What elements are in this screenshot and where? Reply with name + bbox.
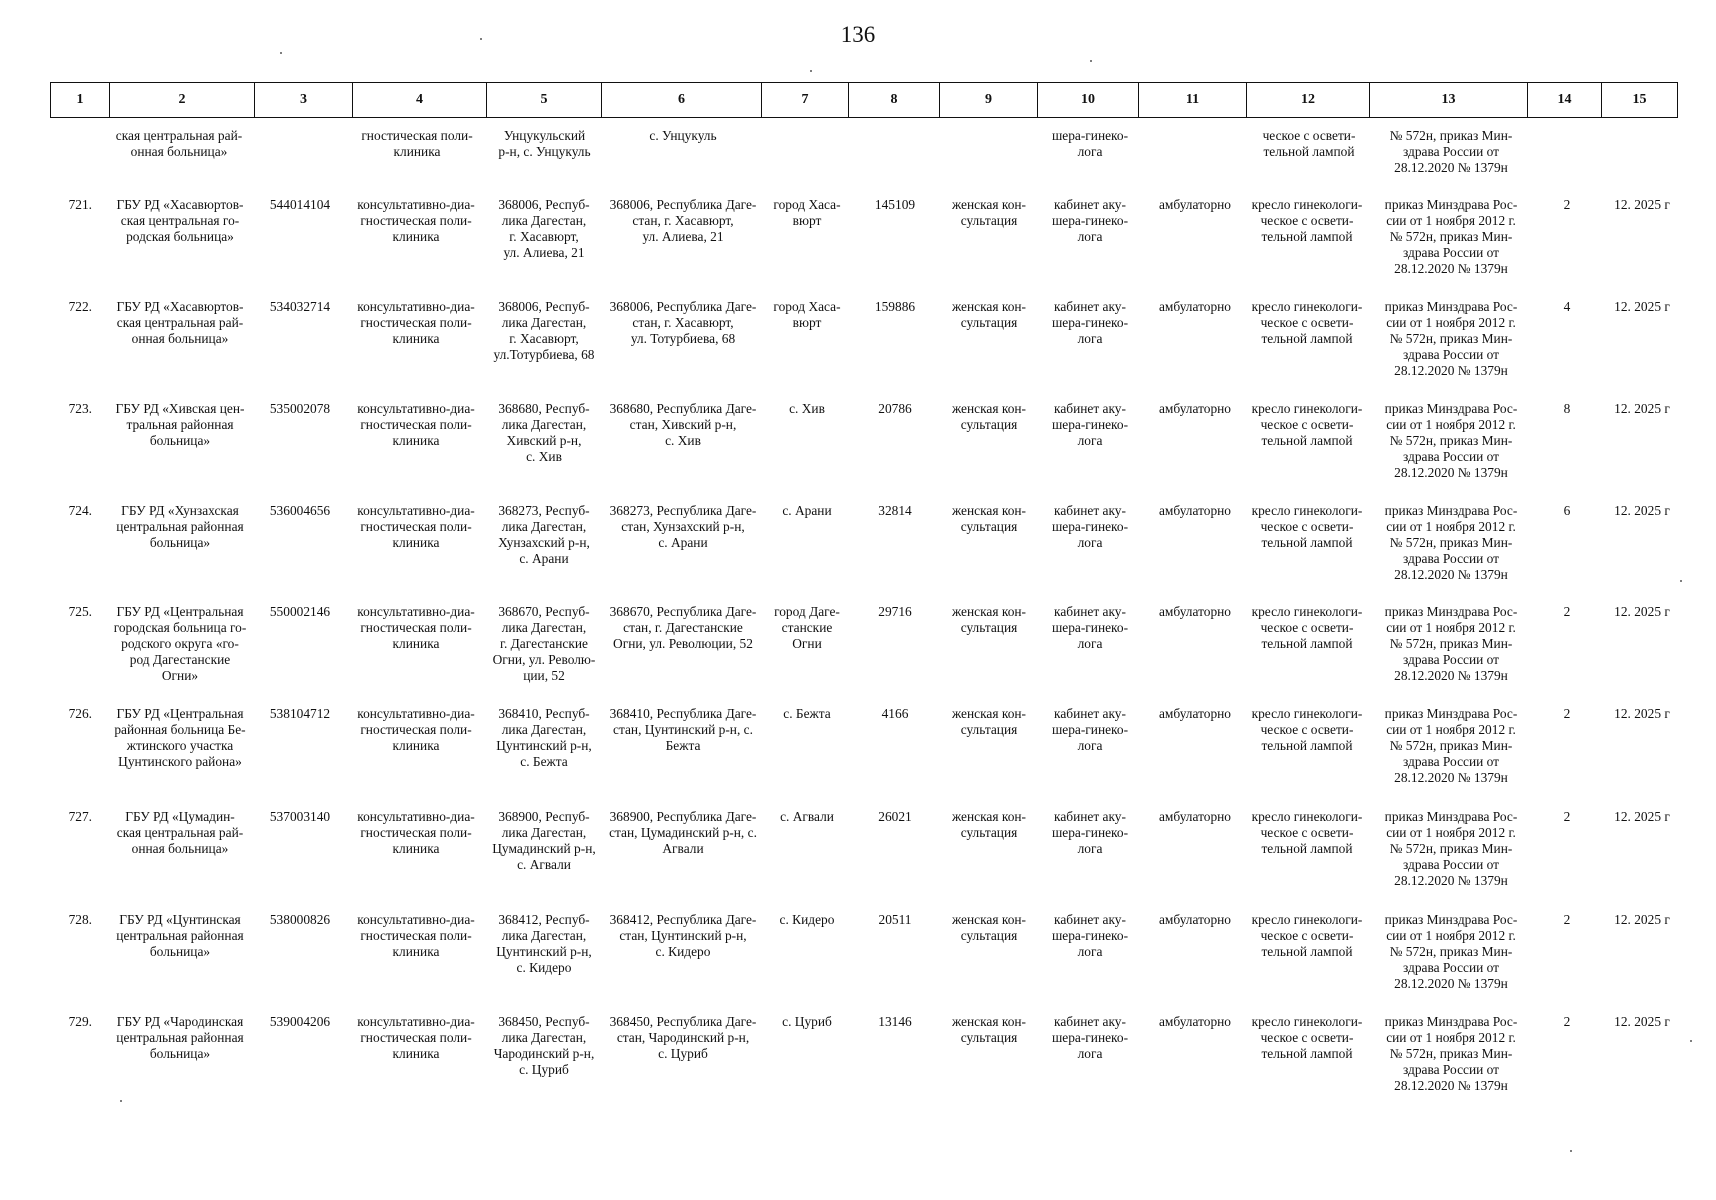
population: 32814: [878, 503, 912, 518]
row-number: 727.: [68, 809, 92, 824]
care-mode: амбулаторно: [1158, 706, 1232, 721]
postal-address: 368670, Респуб- лика Дагестан, г. Дагестанские Огни, ул. Револю- ции, 52: [492, 604, 596, 683]
full-address: 368412, Республика Даге- стан, Цунтинский р-н, с. Кидеро: [609, 912, 757, 959]
column-number: 4: [353, 83, 487, 118]
full-address: 368006, Республика Даге- стан, г. Хасавюрт, ул. Тотурбиева, 68: [609, 299, 757, 346]
room-type: кабинет аку- шера-гинеко- лога: [1051, 197, 1129, 244]
row-number: 728.: [68, 912, 92, 927]
care-mode: амбулаторно: [1158, 197, 1232, 212]
department: женская кон- сультация: [951, 706, 1027, 737]
quantity: 4: [1563, 299, 1571, 314]
equipment: кресло гинекологи- ческое с освети- тельной лампой: [1251, 809, 1363, 856]
postal-address: 368900, Респуб- лика Дагестан, Цумадинский р-н, с. Агвали: [492, 809, 596, 872]
column-number: 7: [762, 83, 849, 118]
organization-name: ГБУ РД «Хунзахская центральная районная больница»: [116, 503, 244, 550]
scan-speck: [120, 1100, 122, 1102]
locality: с. Арани: [782, 503, 832, 518]
organization-name: ГБУ РД «Цунтинская центральная районная больница»: [116, 912, 244, 959]
scan-speck: [810, 70, 812, 72]
postal-address: 368006, Респуб- лика Дагестан, г. Хасавюрт, ул.Тотурбиева, 68: [493, 299, 595, 362]
equipment: кресло гинекологи- ческое с освети- тельной лампой: [1251, 912, 1363, 959]
quantity: 2: [1563, 197, 1571, 212]
locality: с. Цуриб: [782, 1014, 832, 1029]
quantity: 2: [1563, 604, 1571, 619]
scan-speck: [480, 38, 482, 40]
inn-code: 537003140: [269, 809, 331, 824]
regulatory-basis: приказ Минздрава Рос- сии от 1 ноября 2012 г. № 572н, приказ Мин- здрава России от 28.12.2020 № 1379н: [1384, 604, 1518, 683]
row-number: 724.: [68, 503, 92, 518]
column-number: 5: [487, 83, 602, 118]
room-type: кабинет аку- шера-гинеко- лога: [1051, 809, 1129, 856]
postal-address: 368273, Респуб- лика Дагестан, Хунзахский р-н, с. Арани: [498, 503, 590, 566]
locality: с. Агвали: [780, 809, 834, 824]
organization-name: ГБУ РД «Хасавюртов- ская центральная го- родская больница»: [116, 197, 244, 244]
care-mode: амбулаторно: [1158, 604, 1232, 619]
regulatory-basis: приказ Минздрава Рос- сии от 1 ноября 2012 г. № 572н, приказ Мин- здрава России от 28.12.2020 № 1379н: [1384, 809, 1518, 888]
full-address: 368450, Республика Даге- стан, Чародинский р-н, с. Цуриб: [609, 1014, 757, 1061]
deadline-date: 12. 2025 г: [1614, 503, 1670, 518]
locality: с. Бежта: [783, 706, 831, 721]
population: 13146: [878, 1014, 912, 1029]
care-mode: амбулаторно: [1158, 401, 1232, 416]
equipment: кресло гинекологи- ческое с освети- тельной лампой: [1251, 401, 1363, 448]
unit-type: консультативно-диа- гностическая поли- клиника: [357, 299, 475, 346]
unit-type: консультативно-диа- гностическая поли- клиника: [357, 809, 475, 856]
deadline-date: 12. 2025 г: [1614, 299, 1670, 314]
row-number: 726.: [68, 706, 92, 721]
scan-speck: [1680, 580, 1682, 582]
column-number: 10: [1038, 83, 1139, 118]
deadline-date: 12. 2025 г: [1614, 604, 1670, 619]
inn-code: 538104712: [269, 706, 331, 721]
unit-type: консультативно-диа- гностическая поли- клиника: [357, 706, 475, 753]
inn-code: 538000826: [269, 912, 331, 927]
full-address: 368680, Республика Даге- стан, Хивский р-н, с. Хив: [609, 401, 757, 448]
column-number: 6: [602, 83, 762, 118]
column-number: 15: [1602, 83, 1678, 118]
full-address: 368006, Республика Даге- стан, г. Хасавюрт, ул. Алиева, 21: [609, 197, 757, 244]
equipment: кресло гинекологи- ческое с освети- тельной лампой: [1251, 706, 1363, 753]
equipment: кресло гинекологи- ческое с освети- тельной лампой: [1251, 197, 1363, 244]
deadline-date: 12. 2025 г: [1614, 197, 1670, 212]
care-mode: амбулаторно: [1158, 809, 1232, 824]
locality: город Хаса- вюрт: [773, 197, 841, 228]
organization-name: ГБУ РД «Хивская цен- тральная районная больница»: [115, 401, 245, 448]
column-number: 12: [1247, 83, 1370, 118]
regulatory-basis: приказ Минздрава Рос- сии от 1 ноября 2012 г. № 572н, приказ Мин- здрава России от 28.12.2020 № 1379н: [1384, 197, 1518, 276]
deadline-date: 12. 2025 г: [1614, 809, 1670, 824]
unit-type: консультативно-диа- гностическая поли- клиника: [357, 401, 475, 448]
department: женская кон- сультация: [951, 604, 1027, 635]
row-number: 722.: [68, 299, 92, 314]
population: 159886: [874, 299, 916, 314]
quantity: 2: [1563, 809, 1571, 824]
department: женская кон- сультация: [951, 197, 1027, 228]
care-mode: амбулаторно: [1158, 1014, 1232, 1029]
care-mode: амбулаторно: [1158, 912, 1232, 927]
unit-type: консультативно-диа- гностическая поли- клиника: [357, 197, 475, 244]
quantity: 6: [1563, 503, 1571, 518]
inn-code: 550002146: [269, 604, 331, 619]
full-address: 368900, Республика Даге- стан, Цумадинский р-н, с. Агвали: [609, 809, 757, 856]
row-number: 721.: [68, 197, 92, 212]
column-number: 14: [1528, 83, 1602, 118]
locality: с. Кидеро: [779, 912, 835, 927]
care-mode: амбулаторно: [1158, 503, 1232, 518]
column-number: 8: [849, 83, 940, 118]
postal-address: 368410, Респуб- лика Дагестан, Цунтинский р-н, с. Бежта: [496, 706, 592, 769]
deadline-date: 12. 2025 г: [1614, 706, 1670, 721]
inn-code: 536004656: [269, 503, 331, 518]
deadline-date: 12. 2025 г: [1614, 912, 1670, 927]
population: 20786: [878, 401, 912, 416]
population: 20511: [878, 912, 912, 927]
regulatory-basis: приказ Минздрава Рос- сии от 1 ноября 2012 г. № 572н, приказ Мин- здрава России от 28.12.2020 № 1379н: [1384, 706, 1518, 785]
scan-speck: [1570, 1150, 1572, 1152]
equipment: кресло гинекологи- ческое с освети- тельной лампой: [1251, 1014, 1363, 1061]
continued-room: шера-гинеко- лога: [1051, 128, 1129, 159]
population: 29716: [878, 604, 912, 619]
department: женская кон- сультация: [951, 809, 1027, 840]
organization-name: ГБУ РД «Цумадин- ская центральная рай- онная больница»: [116, 809, 244, 856]
postal-address: 368680, Респуб- лика Дагестан, Хивский р-н, с. Хив: [498, 401, 590, 464]
department: женская кон- сультация: [951, 503, 1027, 534]
regulatory-basis: приказ Минздрава Рос- сии от 1 ноября 2012 г. № 572н, приказ Мин- здрава России от 28.12.2020 № 1379н: [1384, 299, 1518, 378]
column-number: 3: [255, 83, 353, 118]
row-number: 729.: [68, 1014, 92, 1029]
regulatory-basis: приказ Минздрава Рос- сии от 1 ноября 2012 г. № 572н, приказ Мин- здрава России от 28.12.2020 № 1379н: [1384, 912, 1518, 991]
room-type: кабинет аку- шера-гинеко- лога: [1051, 401, 1129, 448]
organization-name: ГБУ РД «Центральная городская больница го- родского округа «го- род Дагестанские Огни»: [113, 604, 247, 683]
quantity: 2: [1563, 706, 1571, 721]
row-number: 725.: [68, 604, 92, 619]
regulatory-basis: приказ Минздрава Рос- сии от 1 ноября 2012 г. № 572н, приказ Мин- здрава России от 28.12.2020 № 1379н: [1384, 1014, 1518, 1093]
unit-type: консультативно-диа- гностическая поли- клиника: [357, 1014, 475, 1061]
scan-speck: [280, 52, 282, 54]
regulatory-basis: приказ Минздрава Рос- сии от 1 ноября 2012 г. № 572н, приказ Мин- здрава России от 28.12.2020 № 1379н: [1384, 503, 1518, 582]
full-address: 368670, Республика Даге- стан, г. Дагестанские Огни, ул. Революции, 52: [609, 604, 757, 651]
equipment: кресло гинекологи- ческое с освети- тельной лампой: [1251, 503, 1363, 550]
care-mode: амбулаторно: [1158, 299, 1232, 314]
column-number: 11: [1139, 83, 1247, 118]
locality: город Хаса- вюрт: [773, 299, 841, 330]
continued-address: Унцукульский р-н, с. Унцукуль: [498, 128, 591, 159]
inn-code: 535002078: [269, 401, 331, 416]
column-number: 13: [1370, 83, 1528, 118]
room-type: кабинет аку- шера-гинеко- лога: [1051, 912, 1129, 959]
continued-equipment: ческое с освети- тельной лампой: [1262, 128, 1356, 159]
postal-address: 368450, Респуб- лика Дагестан, Чародинский р-н, с. Цуриб: [493, 1014, 595, 1077]
population: 4166: [881, 706, 909, 721]
page-number: 136: [840, 22, 876, 47]
continued-org-name: ская центральная рай- онная больница»: [115, 128, 243, 159]
population: 145109: [874, 197, 916, 212]
department: женская кон- сультация: [951, 401, 1027, 432]
inn-code: 539004206: [269, 1014, 331, 1029]
room-type: кабинет аку- шера-гинеко- лога: [1051, 1014, 1129, 1061]
equipment: кресло гинекологи- ческое с освети- тельной лампой: [1251, 604, 1363, 651]
room-type: кабинет аку- шера-гинеко- лога: [1051, 604, 1129, 651]
scan-speck: [1090, 60, 1092, 62]
organization-name: ГБУ РД «Центральная районная больница Бе- жтинского участка Цунтинского района»: [114, 706, 246, 769]
postal-address: 368006, Респуб- лика Дагестан, г. Хасавюрт, ул. Алиева, 21: [498, 197, 590, 260]
room-type: кабинет аку- шера-гинеко- лога: [1051, 299, 1129, 346]
column-number: 2: [110, 83, 255, 118]
organization-name: ГБУ РД «Чародинская центральная районная больница»: [116, 1014, 244, 1061]
full-address: 368273, Республика Даге- стан, Хунзахский р-н, с. Арани: [609, 503, 757, 550]
continued-unit-type: гностическая поли- клиника: [361, 128, 473, 159]
unit-type: консультативно-диа- гностическая поли- клиника: [357, 912, 475, 959]
department: женская кон- сультация: [951, 299, 1027, 330]
organization-name: ГБУ РД «Хасавюртов- ская центральная рай- онная больница»: [116, 299, 244, 346]
unit-type: консультативно-диа- гностическая поли- клиника: [357, 604, 475, 651]
population: 26021: [878, 809, 912, 824]
room-type: кабинет аку- шера-гинеко- лога: [1051, 706, 1129, 753]
locality: город Даге- станские Огни: [774, 604, 840, 651]
deadline-date: 12. 2025 г: [1614, 1014, 1670, 1029]
room-type: кабинет аку- шера-гинеко- лога: [1051, 503, 1129, 550]
column-number: 9: [940, 83, 1038, 118]
continued-full-address: с. Унцукуль: [649, 128, 717, 143]
quantity: 2: [1563, 1014, 1571, 1029]
department: женская кон- сультация: [951, 912, 1027, 943]
column-header-row: [50, 82, 1678, 118]
inn-code: 544014104: [269, 197, 331, 212]
inn-code: 534032714: [269, 299, 331, 314]
scan-speck: [1690, 1040, 1692, 1042]
full-address: 368410, Республика Даге- стан, Цунтинский р-н, с. Бежта: [609, 706, 757, 753]
postal-address: 368412, Респуб- лика Дагестан, Цунтинский р-н, с. Кидеро: [496, 912, 592, 975]
quantity: 2: [1563, 912, 1571, 927]
unit-type: консультативно-диа- гностическая поли- клиника: [357, 503, 475, 550]
quantity: 8: [1563, 401, 1571, 416]
regulatory-basis: приказ Минздрава Рос- сии от 1 ноября 2012 г. № 572н, приказ Мин- здрава России от 28.12.2020 № 1379н: [1384, 401, 1518, 480]
equipment: кресло гинекологи- ческое с освети- тельной лампой: [1251, 299, 1363, 346]
column-number: 1: [51, 83, 110, 118]
locality: с. Хив: [789, 401, 825, 416]
row-number: 723.: [68, 401, 92, 416]
deadline-date: 12. 2025 г: [1614, 401, 1670, 416]
department: женская кон- сультация: [951, 1014, 1027, 1045]
continued-basis: № 572н, приказ Мин- здрава России от 28.12.2020 № 1379н: [1389, 128, 1513, 175]
